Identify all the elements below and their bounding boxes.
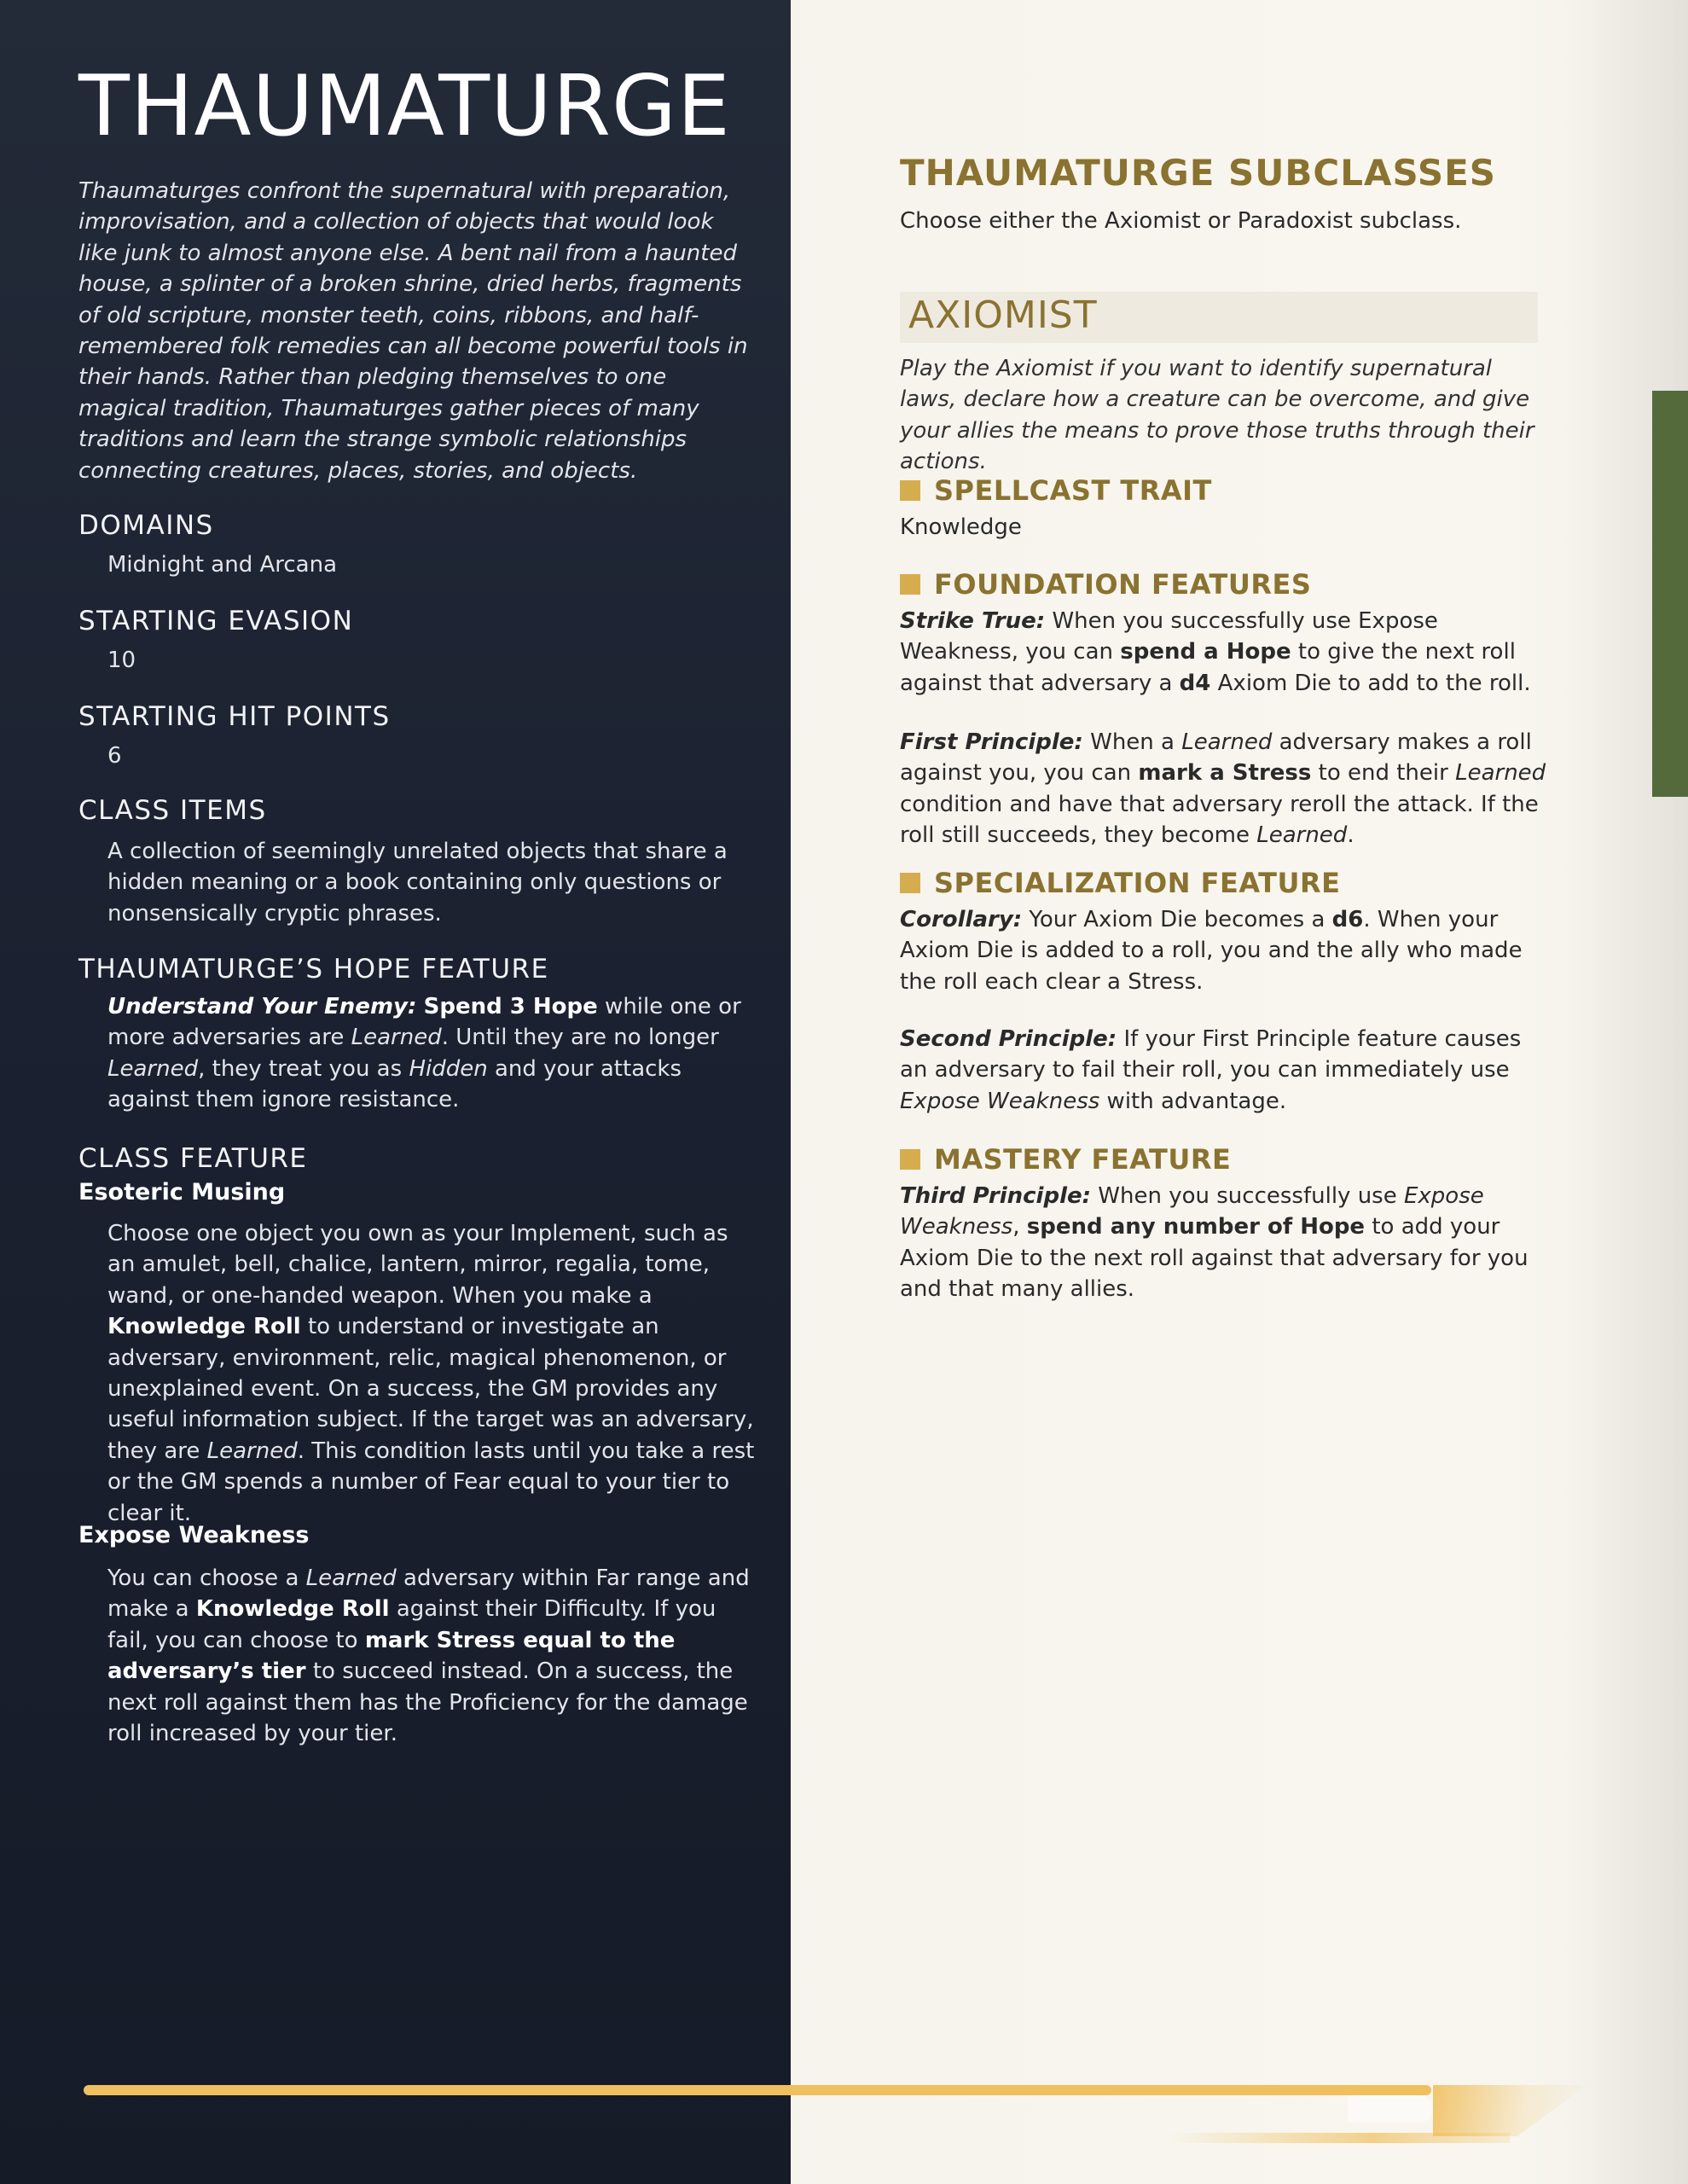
second-principle-text: Second Principle: If your First Principle feature causes an adversary to fail their roll, you can immediately use Expose Weakness with advantage.: [900, 1026, 1522, 1114]
hope-feature-lead: Understand Your Enemy:: [107, 994, 417, 1019]
third-principle-text: Third Principle: When you successfully use Expose Weakness, spend any number of Hope to add your Axiom Die to the next roll against that adversary for you and that many allies.: [900, 1183, 1528, 1303]
class-items-heading: CLASS ITEMS: [78, 795, 267, 826]
spellcast-heading: SPELLCAST TRAIT: [900, 474, 1212, 507]
left-panel: [0, 0, 791, 2184]
hp-value: 6: [107, 743, 122, 769]
hope-feature-heading: THAUMATURGE’S HOPE FEATURE: [78, 954, 549, 985]
expose-weakness-title: Expose Weakness: [78, 1522, 310, 1548]
corollary-text: Corollary: Your Axiom Die becomes a d6. When your Axiom Die is added to a roll, you and the ally who made the roll each clear a Stress.: [900, 907, 1523, 995]
esoteric-musing-text: Choose one object you own as your Implement, such as an amulet, bell, chalice, lantern, mirror, regalia, tome, wand, or one-handed weapon. When you make a Knowledge Roll to understand or investigate an adversary, environment, relic, magical phenomenon, or unexplained event. On a success, the GM provides any useful information subject. If the target was an adversary, they are Learned. This condition lasts until you take a rest or the GM spends a number of Fear equal to your tier to clear it.: [107, 1221, 755, 1526]
class-intro: Thaumaturges confront the supernatural with preparation, improvisation, and a collection of objects that would look like junk to almost anyone else. A bent nail from a haunted house, a splinter of a broken shrine, dried herbs, fragments of old scripture, monster teeth, coins, ribbons, and half-remembered folk remedies can all become powerful tools in their hands. Rather than pledging themselves to one magical tradition, Thaumaturges gather pieces of many traditions and learn the strange symbolic relationships connecting creatures, places, stories, and objects.: [78, 178, 748, 484]
footer-line-cap: [1348, 2095, 1433, 2123]
subclasses-subtitle: Choose either the Axiomist or Paradoxist subclass.: [900, 208, 1462, 234]
footer-gold-line: [84, 2085, 1431, 2095]
hp-heading: STARTING HIT POINTS: [78, 701, 391, 732]
subclasses-title: THAUMATURGE SUBCLASSES: [900, 152, 1497, 194]
class-items-value: A collection of seemingly unrelated objects that share a hidden meaning or a book containing only questions or nonsensically cryptic phrases.: [107, 839, 728, 926]
heading-square-icon: [900, 1149, 920, 1170]
esoteric-musing-title: Esoteric Musing: [78, 1179, 286, 1205]
spellcast-value: Knowledge: [900, 514, 1022, 540]
domains-value: Midnight and Arcana: [107, 552, 338, 578]
hope-bold: Spend 3 Hope: [423, 994, 598, 1019]
axiomist-intro: Play the Axiomist if you want to identify supernatural laws, declare how a creature can be overcome, and give your allies the means to prove those truths through their actions.: [900, 356, 1534, 475]
strike-true-text: Strike True: When you successfully use Expose Weakness, you can spend a Hope to give the next roll against that adversary a d4 Axiom Die to add to the roll.: [900, 608, 1531, 696]
heading-square-icon: [900, 873, 920, 893]
hope-feature-text: Understand Your Enemy: Spend 3 Hope while one or more adversaries are Learned. Until they are no longer Learned, they treat you as Hidden and your attacks against them ignore resistance.: [107, 994, 741, 1113]
page-title: THAUMATURGE: [78, 58, 731, 155]
expose-weakness-text: You can choose a Learned adversary within Far range and make a Knowledge Roll against their Difficulty. If you fail, you can choose to mark Stress equal to the adversary’s tier to succeed instead. On a success, the next roll against them has the Proficiency for the damage roll increased by your tier.: [107, 1565, 750, 1747]
heading-square-icon: [900, 574, 920, 595]
page-edge-shade: [1569, 0, 1688, 2184]
chapter-tab: [1652, 391, 1688, 797]
mastery-heading: MASTERY FEATURE: [900, 1143, 1231, 1176]
class-feature-heading: CLASS FEATURE: [78, 1143, 308, 1174]
heading-square-icon: [900, 480, 920, 501]
evasion-heading: STARTING EVASION: [78, 606, 354, 636]
first-principle-text: First Principle: When a Learned adversary makes a roll against you, you can mark a Stress to end their Learned condition and have that adversary reroll the attack. If the roll still succeeds, they become Learned.: [900, 729, 1546, 849]
axiomist-title: AXIOMIST: [908, 293, 1098, 337]
domains-heading: DOMAINS: [78, 510, 214, 541]
evasion-value: 10: [107, 648, 136, 673]
footer-gold-streak: [1169, 2133, 1510, 2143]
foundation-heading: FOUNDATION FEATURES: [900, 568, 1311, 601]
specialization-heading: SPECIALIZATION FEATURE: [900, 867, 1340, 899]
